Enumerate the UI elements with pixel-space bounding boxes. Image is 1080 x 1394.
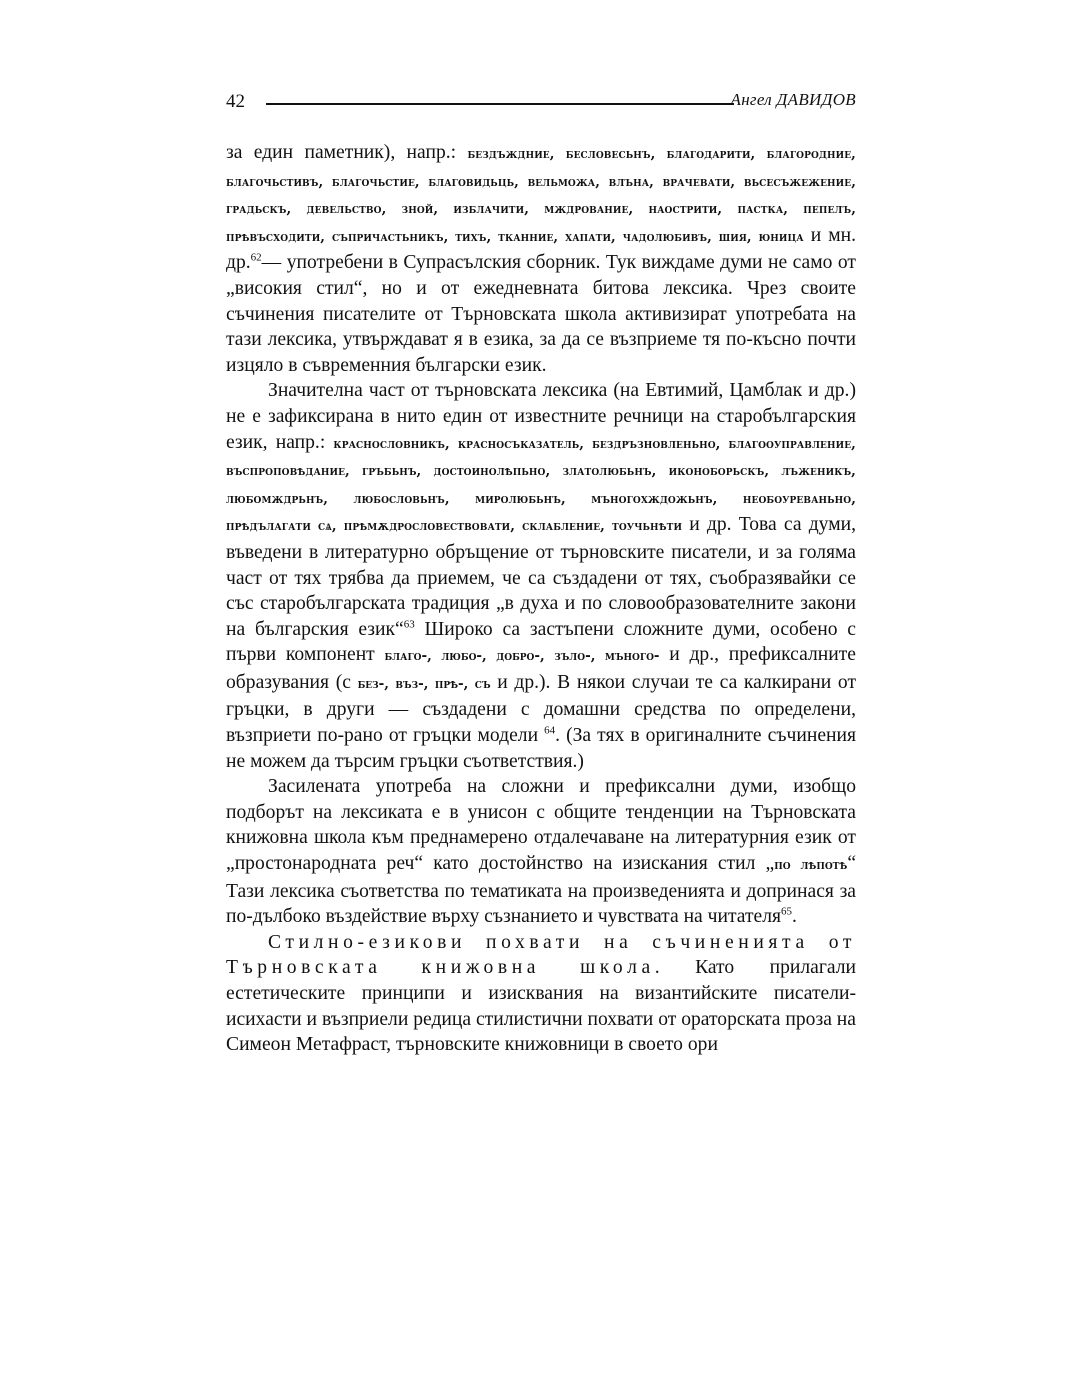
book-page [226,86,856,1058]
footnote-ref-64[interactable]: 64 [544,724,556,737]
old-bulgarian-phrase: по лѣпотѣ [774,857,848,874]
verbal-prefixes: без-, въз-, прѣ-, съ [357,675,491,692]
paragraph-2 [226,378,856,774]
section-run-in-heading: Стилно-езикови похвати на съчиненията от Търновската книжовна школа [226,931,856,979]
footnote-ref-62[interactable]: 62 [250,251,262,264]
paragraph-1 [226,140,856,378]
text-run: и мн. др. [226,224,856,274]
paragraph-4 [226,930,856,1058]
page-number: 42 [226,91,245,112]
paragraph-3 [226,774,856,930]
text-run: Засилената употреба на сложни и префиксални думи, изобщо подборът на лексиката е в унисон с общите тенденции на Търновската книжовна школа към преднамерено отдалечаване на литературния език от „простонародната реч“ като достойнство на изискания стил „ [226,776,856,875]
running-head: Ангел ДАВИДОВ [730,90,856,109]
text-run: . Като прилагали естетическите принципи и изисквания на византийските писатели-исихасти и възприели редица стилистични похвати от ораторската проза на Симеон Метафраст, търновските книжовници в своето ори [226,957,856,1056]
text-run: и др.). В някои случаи те са калкирани от гръцки, в други — създадени с домашни средства по определени, възприети по-рано от гръцки модели [226,671,857,747]
compound-prefixes: благо-, любо-, добро-, зъло-, мъного- [384,648,660,665]
page-header [226,86,856,116]
text-run: и др. Това са думи, въведени в литературно обръщение от търновските писатели, и за голяма част от тях трябва да приемем, че са създадени от тях, съобразявайки се със старобългарската традиция „в духа и по словообразователните закони на българския език“ [226,514,856,640]
text-run: Значителна част от търновската лексика (на Евтимий, Цамблак и др.) не е зафиксирана в нито един от известните речници на старобългарския език, напр.: [226,380,856,453]
header-rule [266,103,734,105]
text-run: — употребени в Супрасълския сборник. Тук виждаме думи не само от „високия стил“, но и от ежедневната битова лексика. Чрез своите съчинения писателите от Търновската школа активизират употребата на тази лексика, утвърждават я в езика, за да се възприеме тя по-късно почти изцяло в съвременния български език. [226,252,856,376]
footnote-ref-65[interactable]: 65 [781,905,793,918]
text-run: и др., префиксалните образувания (с [226,644,856,693]
text-run: . (За тях в оригиналните съчинения не можем да търсим гръцки съответствия.) [226,725,856,772]
old-bulgarian-word-list: краснословникъ, красносъказатель, бездръзновленьно, благооуправление, въспроповѣдание, гръбьнъ, достоинолѣпьно, златолюбьнъ, иконоборьскъ, лъженикъ, любомждрьнъ, любословьнъ, миролюбьнъ, мъногохждожьнъ, необоуреваньно, прѣдълагати сѧ, прѣмѫдрословествовати, склабление, тоучьнѣти [226,435,856,535]
old-bulgarian-word-list: бездъждние, бесловесьнъ, благодарити, благородние, благочьстивъ, благочьстие, благовидьць, вельможа, влъна, врачевати, вьсесъжежение, градьскъ, девельство, зной, изблачити, мждрование, наострити, пастка, пепелъ, прѣвъсходити, съпричастьникъ, тихъ, тканние, хапати, чадолюбивъ, шия, юница [226,146,856,245]
text-run: за един паметник), напр.: [226,142,468,163]
text-run: Широко са застъпени сложните думи, особено с първи компонент [226,618,857,666]
body-text [226,140,856,1058]
text-run: . [792,906,797,928]
text-run: “ Тази лексика съответства по тематиката на произведенията и допринася за по-дълбоко въздействие върху съзнанието и чувствата на читателя [226,853,857,928]
footnote-ref-63[interactable]: 63 [403,618,415,631]
